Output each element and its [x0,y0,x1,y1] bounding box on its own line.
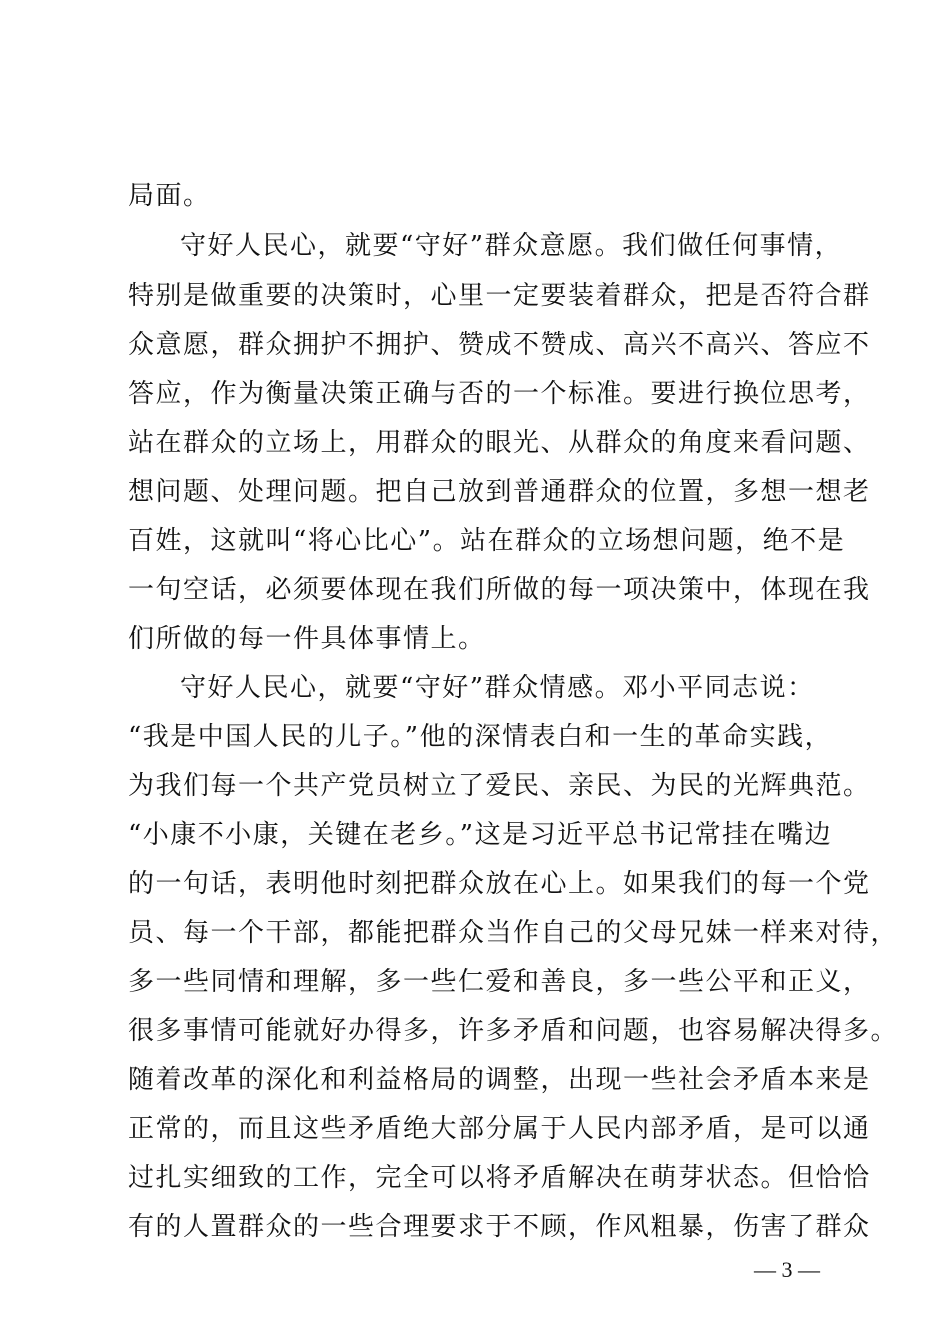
text-line: 们所做的每一件具体事情上。 [128,624,486,654]
text-line: 想问题、处理问题。把自己放到普通群众的位置，多想一想老 [128,477,871,507]
text-line: 正常的，而且这些矛盾绝大部分属于人民内部矛盾，是可以通 [128,1114,871,1144]
text-line: 局面。 [128,181,211,211]
text-line: 随着改革的深化和利益格局的调整，出现一些社会矛盾本来是 [128,1065,871,1095]
text-line: 特别是做重要的决策时，心里一定要装着群众，把是否符合群 [128,281,871,311]
text-line: 众意愿，群众拥护不拥护、赞成不赞成、高兴不高兴、答应不 [128,330,871,360]
text-line: 的一句话，表明他时刻把群众放在心上。如果我们的每一个党 [128,869,871,899]
text-line: 为我们每一个共产党员树立了爱民、亲民、为民的光辉典范。 [128,771,871,801]
text-line: “我是中国人民的儿子。”他的深情表白和一生的革命实践， [128,722,833,752]
paragraph-start-line: 守好人民心，就要“守好”群众意愿。我们做任何事情， [180,231,843,261]
text-line: 多一些同情和理解，多一些仁爱和善良，多一些公平和正义， [128,967,871,997]
text-line: 过扎实细致的工作，完全可以将矛盾解决在萌芽状态。但恰恰 [128,1163,871,1193]
text-line: 有的人置群众的一些合理要求于不顾，作风粗暴，伤害了群众 [128,1212,871,1242]
text-line: 很多事情可能就好办得多，许多矛盾和问题，也容易解决得多。 [128,1016,899,1046]
text-line: 一句空话，必须要体现在我们所做的每一项决策中，体现在我 [128,575,871,605]
text-line: 员、每一个干部，都能把群众当作自己的父母兄妹一样来对待， [128,918,899,948]
page-number: — 3 — [754,1257,820,1282]
text-line: 站在群众的立场上，用群众的眼光、从群众的角度来看问题、 [128,428,871,458]
text-line: 百姓，这就叫“将心比心”。站在群众的立场想问题，绝不是 [128,526,846,556]
text-line: “小康不小康，关键在老乡。”这是习近平总书记常挂在嘴边 [128,820,833,850]
paragraph-start-line: 守好人民心，就要“守好”群众情感。邓小平同志说： [180,673,815,703]
text-line: 答应，作为衡量决策正确与否的一个标准。要进行换位思考， [128,379,871,409]
